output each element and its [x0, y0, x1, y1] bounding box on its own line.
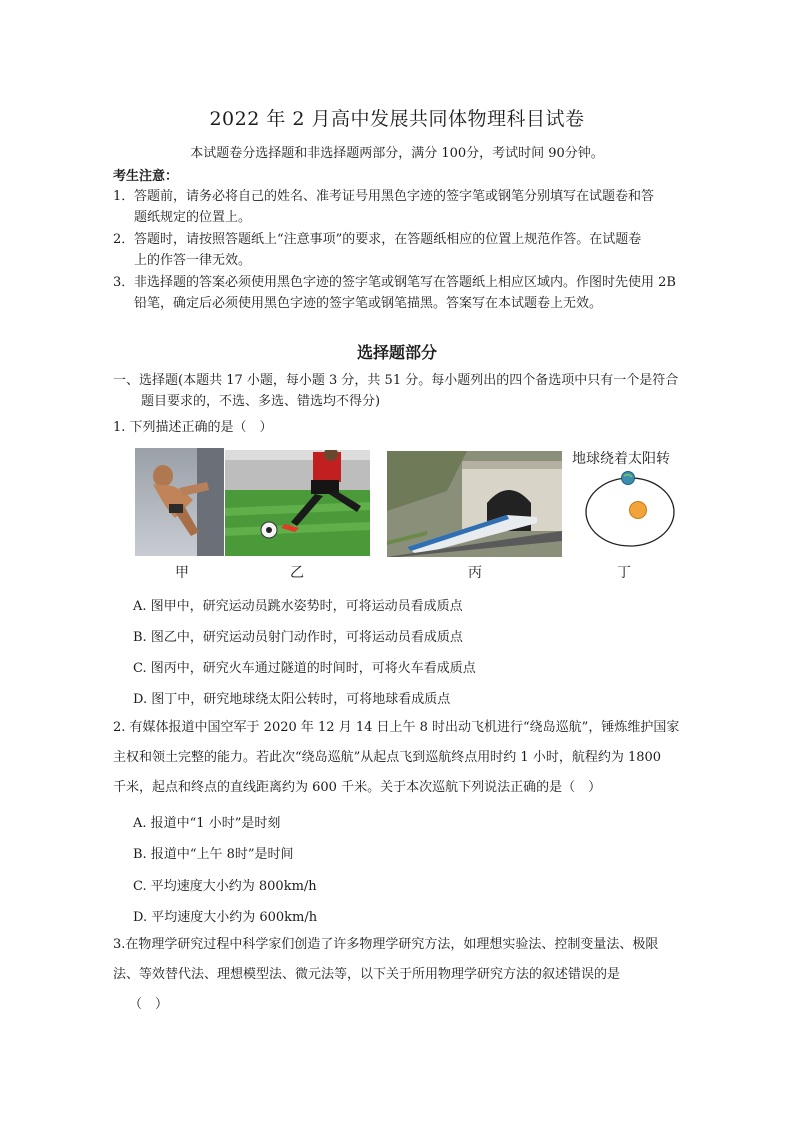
notice-text: 上的作答一律无效。: [134, 253, 252, 268]
page-title: 2022 年 2 月高中发展共同体物理科目试卷: [209, 108, 585, 130]
notice-item: [113, 186, 703, 228]
question-3-line: 3.在物理学研究过程中科学家们创造了许多物理学研究方法，如理想实验法、控制变量法、极限: [113, 937, 659, 952]
part-instructions-line: 一、选择题(本题共 17 小题，每小题 3 分，共 51 分。每小题列出的四个备选项中只有一个是符合: [113, 373, 679, 388]
question-1-option: C. 图丙中，研究火车通过隧道的时间时，可将火车看成质点: [133, 661, 476, 676]
question-1-option: B. 图乙中，研究运动员射门动作时，可将运动员看成质点: [133, 630, 463, 645]
question-1-option: A. 图甲中，研究运动员跳水姿势时，可将运动员看成质点: [133, 599, 463, 614]
part-instructions: [113, 370, 703, 412]
sun-icon: [630, 502, 647, 519]
figure-caption: 丁: [617, 565, 631, 581]
figure-soccer: [225, 450, 370, 556]
notice-number: 2．: [113, 232, 135, 247]
notice-text: 答题时，请按照答题纸上“注意事项”的要求，在答题纸相应的位置上规范作答。在试题卷: [134, 232, 642, 247]
notice-text: 非选择题的答案必须使用黑色字迹的签字笔或钢笔写在答题纸上相应区域内。作图时先使用 2B: [134, 275, 676, 290]
notice-item: [113, 272, 703, 314]
figure-train-tunnel: [387, 451, 562, 557]
figure-caption: 乙: [290, 565, 304, 581]
question-2-line: 2. 有媒体报道中国空军于 2020 年 12 月 14 日上午 8 时出动飞机进行“绕岛巡航”，锤炼维护国家: [113, 720, 680, 735]
question-2-option: A. 报道中“1 小时”是时刻: [133, 816, 281, 831]
question-2-option: B. 报道中“上午 8时”是时间: [133, 847, 294, 862]
notice-text: 铅笔，确定后必须使用黑色字迹的签字笔或钢笔描黑。答案写在本试题卷上无效。: [134, 296, 603, 311]
question-1-option: D. 图丁中，研究地球绕太阳公转时，可将地球看成质点: [133, 692, 451, 707]
question-3-line: （ ）: [129, 997, 169, 1012]
question-2-option: C. 平均速度大小约为 800km/h: [133, 879, 317, 894]
exam-intro: 本试题卷分选择题和非选择题两部分，满分 100分，考试时间 90分钟。: [190, 146, 604, 161]
figure-caption: 丙: [468, 565, 482, 581]
figure-earth-title: 地球绕着太阳转: [572, 451, 670, 467]
question-2-stem: [113, 713, 703, 803]
figure-diver: [135, 448, 224, 556]
notice-number: 3．: [113, 275, 135, 290]
question-3-line: 法、等效替代法、理想模型法、微元法等，以下关于所用物理学研究方法的叙述错误的是: [113, 967, 621, 982]
figure-earth-orbit: [580, 466, 680, 552]
section-title: 选择题部分: [356, 343, 437, 362]
notice-item: [113, 229, 703, 271]
question-2-line: 千米，起点和终点的直线距离约为 600 千米。关于本次巡航下列说法正确的是（ ）: [113, 780, 602, 795]
earth-icon: [622, 472, 635, 485]
figure-caption: 甲: [175, 565, 189, 581]
notice-label: 考生注意：: [113, 169, 179, 184]
question-1-stem: 1. 下列描述正确的是（ ）: [113, 420, 273, 435]
notice-text: 答题前，请务必将自己的姓名、准考证号用黑色字迹的签字笔或钢笔分别填写在试题卷和答: [134, 189, 655, 204]
question-2-line: 主权和领土完整的能力。若此次“绕岛巡航”从起点飞到巡航终点用时约 1 小时，航程约为 1800: [113, 750, 662, 765]
notice-number: 1．: [113, 189, 135, 204]
question-2-option: D. 平均速度大小约为 600km/h: [133, 910, 318, 925]
question-3-stem: [113, 930, 703, 1020]
notice-text: 题纸规定的位置上。: [134, 210, 252, 225]
part-instructions-line: 题目要求的，不选、多选、错选均不得分): [141, 394, 381, 409]
